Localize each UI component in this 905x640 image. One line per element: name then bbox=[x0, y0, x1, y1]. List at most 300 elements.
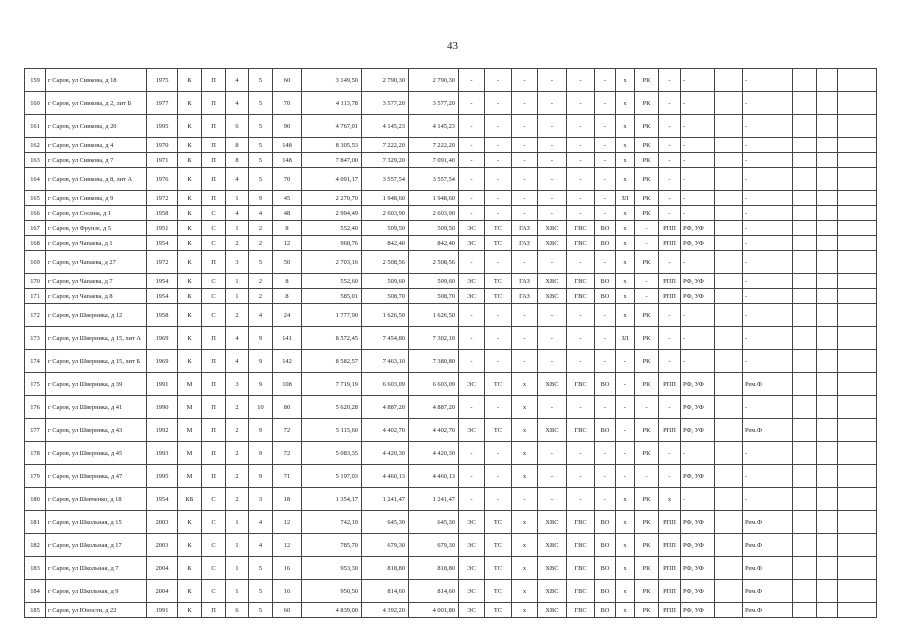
cell-hot-water: ГВС bbox=[567, 236, 595, 251]
cell-repair-fund: - bbox=[743, 138, 793, 153]
cell-cold-water: ХВС bbox=[538, 289, 567, 304]
cell-extra-col-4 bbox=[838, 289, 877, 304]
cell-cold-water: - bbox=[538, 304, 567, 327]
cell-extra-col-2 bbox=[793, 534, 817, 557]
cell-living-area: 7 463,10 bbox=[362, 350, 409, 373]
cell-extra-col-2 bbox=[793, 236, 817, 251]
cell-living-area: 4 887,20 bbox=[362, 396, 409, 419]
cell-wall-material-code: К bbox=[178, 138, 202, 153]
cell-building-type-code: С bbox=[202, 206, 226, 221]
cell-facade-works: - bbox=[681, 115, 715, 138]
cell-hot-water: - bbox=[567, 206, 595, 221]
table-row bbox=[25, 350, 877, 373]
table-row bbox=[25, 511, 877, 534]
cell-sewerage: ВО bbox=[595, 580, 616, 603]
cell-cold-water: ХВС bbox=[538, 373, 567, 396]
cell-residential-area: 7 091,40 bbox=[409, 153, 459, 168]
cell-repair-mark-1: x bbox=[616, 138, 635, 153]
cell-apartments: 24 bbox=[273, 304, 302, 327]
cell-repair-fund: - bbox=[743, 327, 793, 350]
table-row bbox=[25, 115, 877, 138]
cell-repair-mark-1: - bbox=[616, 373, 635, 396]
cell-extra-col-3 bbox=[817, 396, 838, 419]
cell-extra-col-1 bbox=[715, 115, 743, 138]
cell-extra-col-1 bbox=[715, 327, 743, 350]
cell-extra-col-1 bbox=[715, 373, 743, 396]
cell-wall-material-code: К bbox=[178, 304, 202, 327]
cell-living-area: 1 948,60 bbox=[362, 191, 409, 206]
cell-living-area: 814,60 bbox=[362, 580, 409, 603]
cell-capital-repair: РК bbox=[635, 488, 659, 511]
cell-extra-col-4 bbox=[838, 304, 877, 327]
cell-residential-area: 1 241,47 bbox=[409, 488, 459, 511]
cell-heat-supply: ТС bbox=[485, 511, 512, 534]
cell-capital-repair: РК bbox=[635, 251, 659, 274]
cell-entrances: 1 bbox=[226, 511, 249, 534]
cell-facade-works: - bbox=[681, 442, 715, 465]
cell-facade-works: - bbox=[681, 168, 715, 191]
cell-building-type-code: П bbox=[202, 92, 226, 115]
cell-extra-col-1 bbox=[715, 191, 743, 206]
cell-gas-supply: x bbox=[512, 465, 538, 488]
cell-sewerage: ВО bbox=[595, 557, 616, 580]
cell-cold-water: - bbox=[538, 488, 567, 511]
cell-entrances: 8 bbox=[226, 138, 249, 153]
cell-hot-water: ГВС bbox=[567, 274, 595, 289]
cell-apartments: 148 bbox=[273, 153, 302, 168]
cell-total-area: 8 305,53 bbox=[302, 138, 362, 153]
cell-residential-area: 509,50 bbox=[409, 221, 459, 236]
cell-extra-col-3 bbox=[817, 488, 838, 511]
cell-building-type-code: П bbox=[202, 603, 226, 618]
cell-apartments: 80 bbox=[273, 396, 302, 419]
cell-extra-col-2 bbox=[793, 373, 817, 396]
cell-apartments: 8 bbox=[273, 289, 302, 304]
cell-electric-supply: - bbox=[459, 251, 485, 274]
cell-floors: 4 bbox=[249, 511, 273, 534]
cell-repair-fund: - bbox=[743, 488, 793, 511]
cell-heat-supply: ТС bbox=[485, 289, 512, 304]
cell-living-area: 818,80 bbox=[362, 557, 409, 580]
cell-total-area: 7 719,19 bbox=[302, 373, 362, 396]
cell-residential-area: 509,60 bbox=[409, 274, 459, 289]
cell-repair-mark-1: - bbox=[616, 442, 635, 465]
cell-extra-col-4 bbox=[838, 236, 877, 251]
cell-total-area: 585,01 bbox=[302, 289, 362, 304]
cell-facade-works: РФ, УФ bbox=[681, 236, 715, 251]
cell-capital-repair: - bbox=[635, 465, 659, 488]
cell-wall-material-code: М bbox=[178, 396, 202, 419]
cell-cold-water: - bbox=[538, 396, 567, 419]
cell-repair-fund: - bbox=[743, 274, 793, 289]
cell-sewerage: - bbox=[595, 442, 616, 465]
cell-cold-water: - bbox=[538, 115, 567, 138]
cell-residential-area: 4 145,23 bbox=[409, 115, 459, 138]
cell-gas-supply: ГАЗ bbox=[512, 236, 538, 251]
cell-extra-col-3 bbox=[817, 206, 838, 221]
registry-body bbox=[25, 69, 877, 618]
cell-extra-col-4 bbox=[838, 327, 877, 350]
cell-cold-water: ХВС bbox=[538, 274, 567, 289]
cell-heat-supply: - bbox=[485, 488, 512, 511]
cell-floors: 2 bbox=[249, 289, 273, 304]
cell-building-type-code: С bbox=[202, 580, 226, 603]
cell-extra-col-1 bbox=[715, 511, 743, 534]
cell-row-number: 168 bbox=[25, 236, 46, 251]
cell-residential-area: 4 420,30 bbox=[409, 442, 459, 465]
cell-wall-material-code: К bbox=[178, 580, 202, 603]
cell-living-area: 509,50 bbox=[362, 221, 409, 236]
cell-extra-col-4 bbox=[838, 153, 877, 168]
cell-extra-col-2 bbox=[793, 92, 817, 115]
cell-extra-col-1 bbox=[715, 465, 743, 488]
cell-building-type-code: П bbox=[202, 419, 226, 442]
cell-year-built: 1970 bbox=[147, 138, 178, 153]
cell-extra-col-3 bbox=[817, 373, 838, 396]
cell-repair-mark-1: - bbox=[616, 465, 635, 488]
cell-heat-supply: - bbox=[485, 168, 512, 191]
cell-extra-col-1 bbox=[715, 236, 743, 251]
cell-total-area: 7 847,00 bbox=[302, 153, 362, 168]
cell-extra-col-4 bbox=[838, 191, 877, 206]
cell-facade-works: РФ, УФ bbox=[681, 274, 715, 289]
cell-living-area: 679,30 bbox=[362, 534, 409, 557]
cell-extra-col-3 bbox=[817, 274, 838, 289]
cell-apartments: 60 bbox=[273, 603, 302, 618]
cell-repair-mark-1: x bbox=[616, 534, 635, 557]
cell-repair-program: - bbox=[659, 327, 681, 350]
cell-floors: 9 bbox=[249, 373, 273, 396]
cell-gas-supply: x bbox=[512, 534, 538, 557]
cell-heat-supply: - bbox=[485, 153, 512, 168]
cell-electric-supply: ЭС bbox=[459, 373, 485, 396]
cell-entrances: 2 bbox=[226, 304, 249, 327]
cell-hot-water: - bbox=[567, 350, 595, 373]
cell-repair-mark-1: - bbox=[616, 396, 635, 419]
cell-repair-mark-1: x bbox=[616, 69, 635, 92]
cell-entrances: 8 bbox=[226, 153, 249, 168]
cell-floors: 9 bbox=[249, 191, 273, 206]
cell-building-type-code: С bbox=[202, 304, 226, 327]
cell-year-built: 1977 bbox=[147, 92, 178, 115]
cell-row-number: 177 bbox=[25, 419, 46, 442]
cell-address: г Саров, ул Юности, д 22 bbox=[46, 603, 147, 618]
cell-wall-material-code: К bbox=[178, 206, 202, 221]
cell-floors: 5 bbox=[249, 557, 273, 580]
cell-year-built: 1971 bbox=[147, 153, 178, 168]
cell-living-area: 1 626,50 bbox=[362, 304, 409, 327]
cell-extra-col-1 bbox=[715, 557, 743, 580]
cell-wall-material-code: К bbox=[178, 289, 202, 304]
cell-repair-mark-1: x bbox=[616, 251, 635, 274]
cell-residential-area: 842,40 bbox=[409, 236, 459, 251]
cell-extra-col-2 bbox=[793, 221, 817, 236]
cell-row-number: 178 bbox=[25, 442, 46, 465]
cell-repair-fund: - bbox=[743, 191, 793, 206]
cell-living-area: 7 222,20 bbox=[362, 138, 409, 153]
cell-extra-col-2 bbox=[793, 206, 817, 221]
cell-extra-col-3 bbox=[817, 168, 838, 191]
cell-apartments: 60 bbox=[273, 69, 302, 92]
cell-floors: 2 bbox=[249, 236, 273, 251]
cell-row-number: 165 bbox=[25, 191, 46, 206]
cell-repair-mark-1: x bbox=[616, 168, 635, 191]
cell-repair-mark-1: x bbox=[616, 221, 635, 236]
cell-building-type-code: П bbox=[202, 465, 226, 488]
cell-repair-mark-1: x bbox=[616, 206, 635, 221]
cell-electric-supply: - bbox=[459, 69, 485, 92]
cell-electric-supply: ЭС bbox=[459, 580, 485, 603]
cell-cold-water: - bbox=[538, 350, 567, 373]
cell-total-area: 3 149,50 bbox=[302, 69, 362, 92]
cell-address: г Саров, ул Школьная, д 15 bbox=[46, 511, 147, 534]
cell-extra-col-1 bbox=[715, 534, 743, 557]
cell-hot-water: - bbox=[567, 153, 595, 168]
cell-year-built: 1972 bbox=[147, 251, 178, 274]
cell-building-type-code: П bbox=[202, 327, 226, 350]
cell-gas-supply: - bbox=[512, 115, 538, 138]
cell-wall-material-code: К bbox=[178, 168, 202, 191]
cell-floors: 3 bbox=[249, 488, 273, 511]
cell-year-built: 2004 bbox=[147, 580, 178, 603]
cell-apartments: 70 bbox=[273, 92, 302, 115]
cell-floors: 5 bbox=[249, 115, 273, 138]
cell-hot-water: - bbox=[567, 465, 595, 488]
cell-electric-supply: - bbox=[459, 138, 485, 153]
cell-repair-fund: - bbox=[743, 92, 793, 115]
cell-gas-supply: - bbox=[512, 191, 538, 206]
cell-electric-supply: - bbox=[459, 396, 485, 419]
cell-apartments: 90 bbox=[273, 115, 302, 138]
cell-extra-col-1 bbox=[715, 580, 743, 603]
cell-hot-water: ГВС bbox=[567, 289, 595, 304]
cell-apartments: 12 bbox=[273, 511, 302, 534]
cell-repair-fund: - bbox=[743, 289, 793, 304]
table-row bbox=[25, 251, 877, 274]
cell-repair-fund: - bbox=[743, 350, 793, 373]
cell-electric-supply: - bbox=[459, 206, 485, 221]
cell-extra-col-1 bbox=[715, 153, 743, 168]
cell-heat-supply: - bbox=[485, 191, 512, 206]
cell-extra-col-3 bbox=[817, 115, 838, 138]
cell-extra-col-3 bbox=[817, 69, 838, 92]
cell-living-area: 3 557,54 bbox=[362, 168, 409, 191]
cell-floors: 5 bbox=[249, 92, 273, 115]
cell-total-area: 2 703,16 bbox=[302, 251, 362, 274]
cell-heat-supply: - bbox=[485, 92, 512, 115]
cell-extra-col-3 bbox=[817, 236, 838, 251]
cell-extra-col-4 bbox=[838, 138, 877, 153]
table-row bbox=[25, 580, 877, 603]
cell-total-area: 5 083,35 bbox=[302, 442, 362, 465]
cell-repair-program: - bbox=[659, 138, 681, 153]
cell-building-type-code: С bbox=[202, 557, 226, 580]
cell-wall-material-code: М bbox=[178, 419, 202, 442]
cell-capital-repair: РК bbox=[635, 138, 659, 153]
cell-extra-col-3 bbox=[817, 511, 838, 534]
cell-cold-water: ХВС bbox=[538, 511, 567, 534]
cell-row-number: 161 bbox=[25, 115, 46, 138]
cell-year-built: 1993 bbox=[147, 442, 178, 465]
cell-residential-area: 814,60 bbox=[409, 580, 459, 603]
cell-extra-col-3 bbox=[817, 138, 838, 153]
cell-electric-supply: - bbox=[459, 191, 485, 206]
cell-year-built: 1954 bbox=[147, 274, 178, 289]
cell-extra-col-1 bbox=[715, 168, 743, 191]
cell-facade-works: - bbox=[681, 327, 715, 350]
cell-repair-mark-1: x bbox=[616, 274, 635, 289]
table-row bbox=[25, 221, 877, 236]
cell-repair-fund: Рем.Ф bbox=[743, 373, 793, 396]
cell-cold-water: - bbox=[538, 168, 567, 191]
cell-sewerage: ВО bbox=[595, 603, 616, 618]
cell-row-number: 180 bbox=[25, 488, 46, 511]
cell-extra-col-2 bbox=[793, 168, 817, 191]
cell-repair-program: - bbox=[659, 442, 681, 465]
table-row bbox=[25, 191, 877, 206]
cell-floors: 5 bbox=[249, 251, 273, 274]
cell-extra-col-1 bbox=[715, 274, 743, 289]
cell-gas-supply: - bbox=[512, 350, 538, 373]
cell-apartments: 12 bbox=[273, 236, 302, 251]
cell-residential-area: 508,70 bbox=[409, 289, 459, 304]
cell-living-area: 4 420,30 bbox=[362, 442, 409, 465]
cell-residential-area: 7 302,10 bbox=[409, 327, 459, 350]
cell-row-number: 172 bbox=[25, 304, 46, 327]
cell-extra-col-3 bbox=[817, 350, 838, 373]
cell-facade-works: РФ, УФ bbox=[681, 511, 715, 534]
cell-apartments: 141 bbox=[273, 327, 302, 350]
cell-facade-works: РФ, УФ bbox=[681, 580, 715, 603]
cell-floors: 5 bbox=[249, 69, 273, 92]
cell-entrances: 2 bbox=[226, 465, 249, 488]
cell-residential-area: 3 557,54 bbox=[409, 168, 459, 191]
cell-extra-col-2 bbox=[793, 442, 817, 465]
cell-row-number: 181 bbox=[25, 511, 46, 534]
cell-extra-col-1 bbox=[715, 289, 743, 304]
cell-floors: 9 bbox=[249, 442, 273, 465]
cell-sewerage: - bbox=[595, 138, 616, 153]
cell-row-number: 176 bbox=[25, 396, 46, 419]
cell-row-number: 169 bbox=[25, 251, 46, 274]
cell-building-type-code: П bbox=[202, 396, 226, 419]
cell-row-number: 184 bbox=[25, 580, 46, 603]
cell-repair-program: РПП bbox=[659, 274, 681, 289]
cell-address: г Саров, ул Чапаева, д 7 bbox=[46, 274, 147, 289]
cell-address: г Саров, ул Сивкова, д 8, лит А bbox=[46, 168, 147, 191]
cell-building-type-code: П bbox=[202, 350, 226, 373]
cell-hot-water: ГВС bbox=[567, 373, 595, 396]
cell-extra-col-1 bbox=[715, 92, 743, 115]
cell-row-number: 164 bbox=[25, 168, 46, 191]
cell-facade-works: РФ, УФ bbox=[681, 465, 715, 488]
cell-address: г Саров, ул Шверника, д 41 bbox=[46, 396, 147, 419]
cell-year-built: 1969 bbox=[147, 350, 178, 373]
cell-total-area: 5 620,28 bbox=[302, 396, 362, 419]
cell-capital-repair: РК bbox=[635, 168, 659, 191]
cell-apartments: 45 bbox=[273, 191, 302, 206]
cell-hot-water: - bbox=[567, 191, 595, 206]
cell-gas-supply: x bbox=[512, 603, 538, 618]
cell-capital-repair: РК bbox=[635, 534, 659, 557]
cell-heat-supply: ТС bbox=[485, 603, 512, 618]
cell-address: г Саров, ул Школьная, д 17 bbox=[46, 534, 147, 557]
cell-capital-repair: - bbox=[635, 236, 659, 251]
cell-row-number: 159 bbox=[25, 69, 46, 92]
cell-repair-program: - bbox=[659, 304, 681, 327]
cell-capital-repair: РК bbox=[635, 511, 659, 534]
cell-repair-program: РПП bbox=[659, 373, 681, 396]
cell-repair-fund: - bbox=[743, 442, 793, 465]
cell-living-area: 4 145,23 bbox=[362, 115, 409, 138]
cell-cold-water: ХВС bbox=[538, 557, 567, 580]
cell-repair-fund: Рем.Ф bbox=[743, 534, 793, 557]
cell-living-area: 2 790,30 bbox=[362, 69, 409, 92]
cell-extra-col-4 bbox=[838, 206, 877, 221]
cell-cold-water: ХВС bbox=[538, 236, 567, 251]
cell-apartments: 8 bbox=[273, 274, 302, 289]
cell-entrances: 1 bbox=[226, 580, 249, 603]
cell-entrances: 4 bbox=[226, 206, 249, 221]
cell-extra-col-2 bbox=[793, 580, 817, 603]
cell-entrances: 3 bbox=[226, 373, 249, 396]
cell-floors: 2 bbox=[249, 221, 273, 236]
cell-cold-water: - bbox=[538, 327, 567, 350]
cell-repair-program: РПП bbox=[659, 580, 681, 603]
cell-extra-col-1 bbox=[715, 488, 743, 511]
cell-sewerage: - bbox=[595, 488, 616, 511]
cell-cold-water: ХВС bbox=[538, 603, 567, 618]
cell-extra-col-1 bbox=[715, 442, 743, 465]
cell-cold-water: ХВС bbox=[538, 580, 567, 603]
cell-building-type-code: С bbox=[202, 534, 226, 557]
cell-extra-col-4 bbox=[838, 511, 877, 534]
cell-year-built: 1991 bbox=[147, 603, 178, 618]
cell-extra-col-2 bbox=[793, 465, 817, 488]
cell-extra-col-1 bbox=[715, 419, 743, 442]
cell-repair-mark-1: x bbox=[616, 92, 635, 115]
cell-gas-supply: ГАЗ bbox=[512, 274, 538, 289]
cell-hot-water: - bbox=[567, 138, 595, 153]
cell-address: г Саров, ул Школьная, д 9 bbox=[46, 580, 147, 603]
cell-apartments: 142 bbox=[273, 350, 302, 373]
cell-electric-supply: ЭС bbox=[459, 534, 485, 557]
cell-year-built: 1975 bbox=[147, 69, 178, 92]
cell-wall-material-code: К bbox=[178, 350, 202, 373]
cell-residential-area: 1 626,50 bbox=[409, 304, 459, 327]
cell-repair-mark-1: x bbox=[616, 511, 635, 534]
cell-wall-material-code: М bbox=[178, 442, 202, 465]
cell-cold-water: - bbox=[538, 206, 567, 221]
cell-repair-fund: Рем.Ф bbox=[743, 580, 793, 603]
cell-gas-supply: - bbox=[512, 488, 538, 511]
cell-sewerage: - bbox=[595, 350, 616, 373]
cell-sewerage: ВО bbox=[595, 274, 616, 289]
cell-repair-mark-1: x bbox=[616, 603, 635, 618]
cell-extra-col-1 bbox=[715, 221, 743, 236]
cell-repair-mark-1: x bbox=[616, 289, 635, 304]
cell-repair-program: x bbox=[659, 488, 681, 511]
cell-living-area: 509,60 bbox=[362, 274, 409, 289]
cell-repair-program: - bbox=[659, 168, 681, 191]
cell-row-number: 183 bbox=[25, 557, 46, 580]
cell-repair-fund: - bbox=[743, 153, 793, 168]
cell-facade-works: РФ, УФ bbox=[681, 396, 715, 419]
cell-residential-area: 818,80 bbox=[409, 557, 459, 580]
cell-repair-mark-1: x bbox=[616, 580, 635, 603]
cell-facade-works: - bbox=[681, 92, 715, 115]
cell-cold-water: - bbox=[538, 191, 567, 206]
